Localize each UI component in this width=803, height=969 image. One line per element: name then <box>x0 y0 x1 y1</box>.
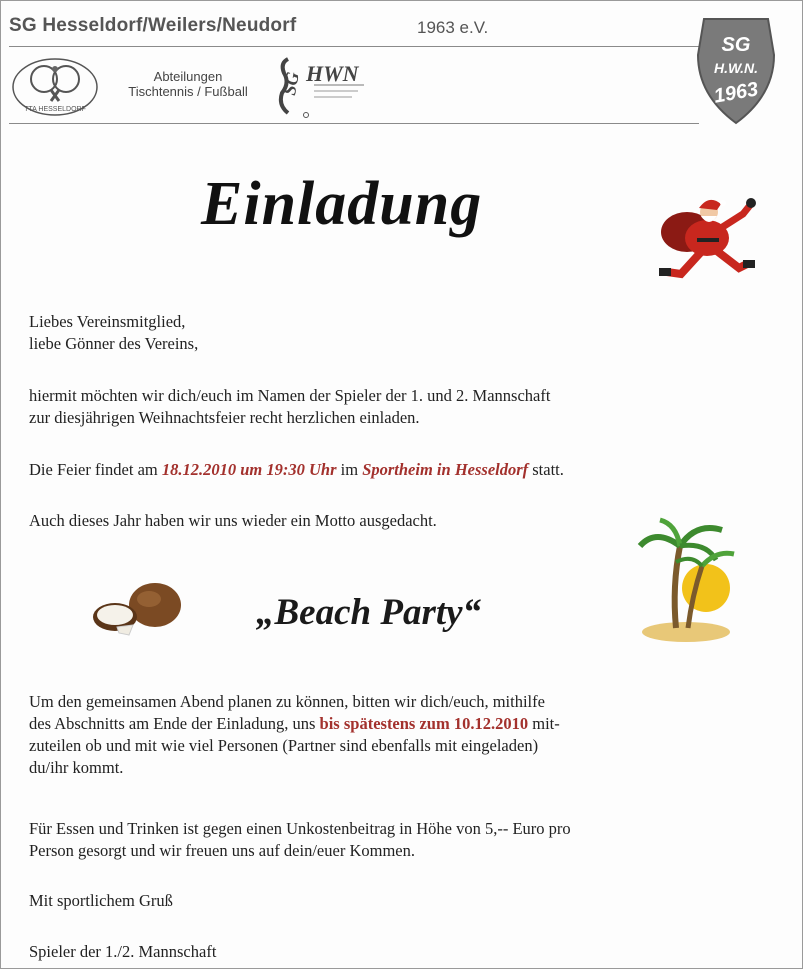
greeting-line1: Liebes Vereinsmitglied, <box>29 312 186 331</box>
para2-line2-prefix: des Abschnitts am Ende der Einladung, uns <box>29 714 320 733</box>
event-date: 18.12.2010 um 19:30 Uhr <box>161 460 337 479</box>
departments-label <box>113 69 263 99</box>
club-name: SG Hesseldorf/Weilers/Neudorf <box>9 15 297 36</box>
club-year: 1963 e.V. <box>417 18 489 37</box>
motto-text: „Beach Party“ <box>256 592 482 633</box>
table-tennis-logo <box>11 57 99 117</box>
svg-text:SG: SG <box>279 70 303 97</box>
rsvp-deadline: bis spätestens zum 10.12.2010 <box>319 714 529 733</box>
para2-line1: Um den gemeinsamen Abend planen zu können, bitten wir dich/euch, mithilfe <box>29 692 545 711</box>
motto-intro: Auch dieses Jahr haben wir uns wieder ein Motto ausgedacht. <box>29 511 437 530</box>
rsvp-paragraph <box>29 691 560 779</box>
invitation-title: Einladung <box>201 170 483 238</box>
greeting-line2: liebe Gönner des Vereins, <box>29 334 199 353</box>
event-mid: im <box>336 460 363 479</box>
event-line <box>29 459 564 481</box>
coconut-image <box>89 581 185 639</box>
para3-line2: Person gesorgt und wir freuen uns auf dein/euer Kommen. <box>29 841 415 860</box>
signature: Spieler der 1./2. Mannschaft <box>29 942 217 961</box>
para1-line1: hiermit möchten wir dich/euch im Namen der Spieler der 1. und 2. Mannschaft <box>29 386 551 405</box>
para2-line4: du/ihr kommt. <box>29 758 124 777</box>
hwn-logo-text: HWN <box>306 61 359 86</box>
club-crest <box>694 15 778 127</box>
tt-logo-text: TTA HESSELDORF <box>24 106 86 113</box>
hwn-logo <box>276 53 376 121</box>
intro-paragraph <box>29 385 550 429</box>
event-prefix: Die Feier findet am <box>29 460 162 479</box>
para2-line2 <box>29 713 560 735</box>
santa-image <box>647 194 769 286</box>
event-place: Sportheim in Hesseldorf <box>362 460 529 479</box>
closing: Mit sportlichem Gruß <box>29 891 173 910</box>
crest-line1: SG <box>721 34 751 56</box>
departments-line1: Abteilungen <box>153 69 223 84</box>
palm-tree-image <box>636 516 736 644</box>
para2-line3: zuteilen ob und mit wie viel Personen (Partner sind ebenfalls mit eingeladen) <box>29 736 539 755</box>
greeting <box>29 311 198 355</box>
crest-line3: 1963 <box>712 78 760 108</box>
para3-line1: Für Essen und Trinken ist gegen einen Unkostenbeitrag in Höhe von 5,-- Euro pro <box>29 819 571 838</box>
cost-paragraph <box>29 818 571 862</box>
departments-line2: Tischtennis / Fußball <box>128 84 248 99</box>
para1-line2: zur diesjährigen Weihnachtsfeier recht herzlichen einladen. <box>29 408 420 427</box>
event-suffix: statt. <box>528 460 564 479</box>
crest-line2: H.W.N. <box>713 60 759 76</box>
para2-line2-suffix: mit- <box>528 714 560 733</box>
